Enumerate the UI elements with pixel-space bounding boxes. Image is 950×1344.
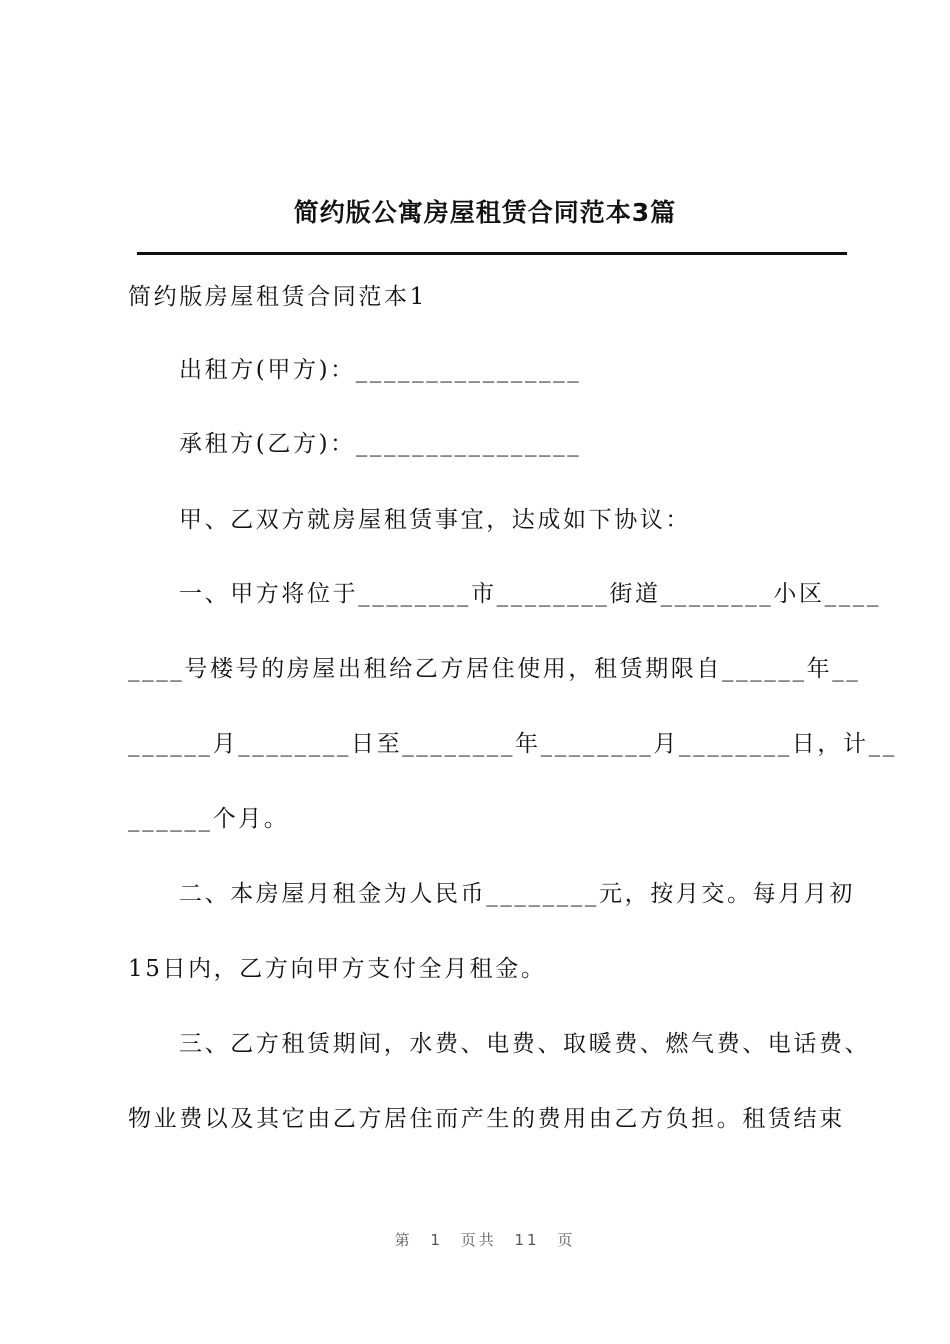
clause-1-line-3: ______月________日至________年________月________日，计__	[128, 731, 897, 757]
clause-1-line-4: ______个月。	[128, 806, 290, 832]
clause-3-line-1: 三、乙方租赁期间，水费、电费、取暖费、燃气费、电话费、	[179, 1031, 871, 1057]
clause-3-line-2: 物业费以及其它由乙方居住而产生的费用由乙方负担。租赁结束	[128, 1106, 845, 1132]
lessor-line: 出租方(甲方)：________________	[179, 357, 582, 383]
clause-2-line-1: 二、本房屋月租金为人民币________元，按月交。每月月初	[179, 881, 855, 907]
document-title: 简约版公寓房屋租赁合同范本3篇	[293, 198, 677, 227]
clause-1-line-2: ____号楼号的房屋出租给乙方居住使用，租赁期限自______年__	[128, 656, 861, 682]
title-underline-rule	[137, 252, 847, 255]
page-number-footer: 第 1 页共 11 页	[394, 1231, 576, 1249]
section-heading: 简约版房屋租赁合同范本1	[128, 284, 427, 310]
lessee-line: 承租方(乙方)：________________	[179, 431, 582, 457]
clause-2-line-2: 15日内，乙方向甲方支付全月租金。	[128, 956, 547, 982]
clause-1-line-1: 一、甲方将位于________市________街道________小区____	[179, 581, 881, 607]
agreement-intro-line: 甲、乙双方就房屋租赁事宜，达成如下协议：	[179, 507, 691, 533]
